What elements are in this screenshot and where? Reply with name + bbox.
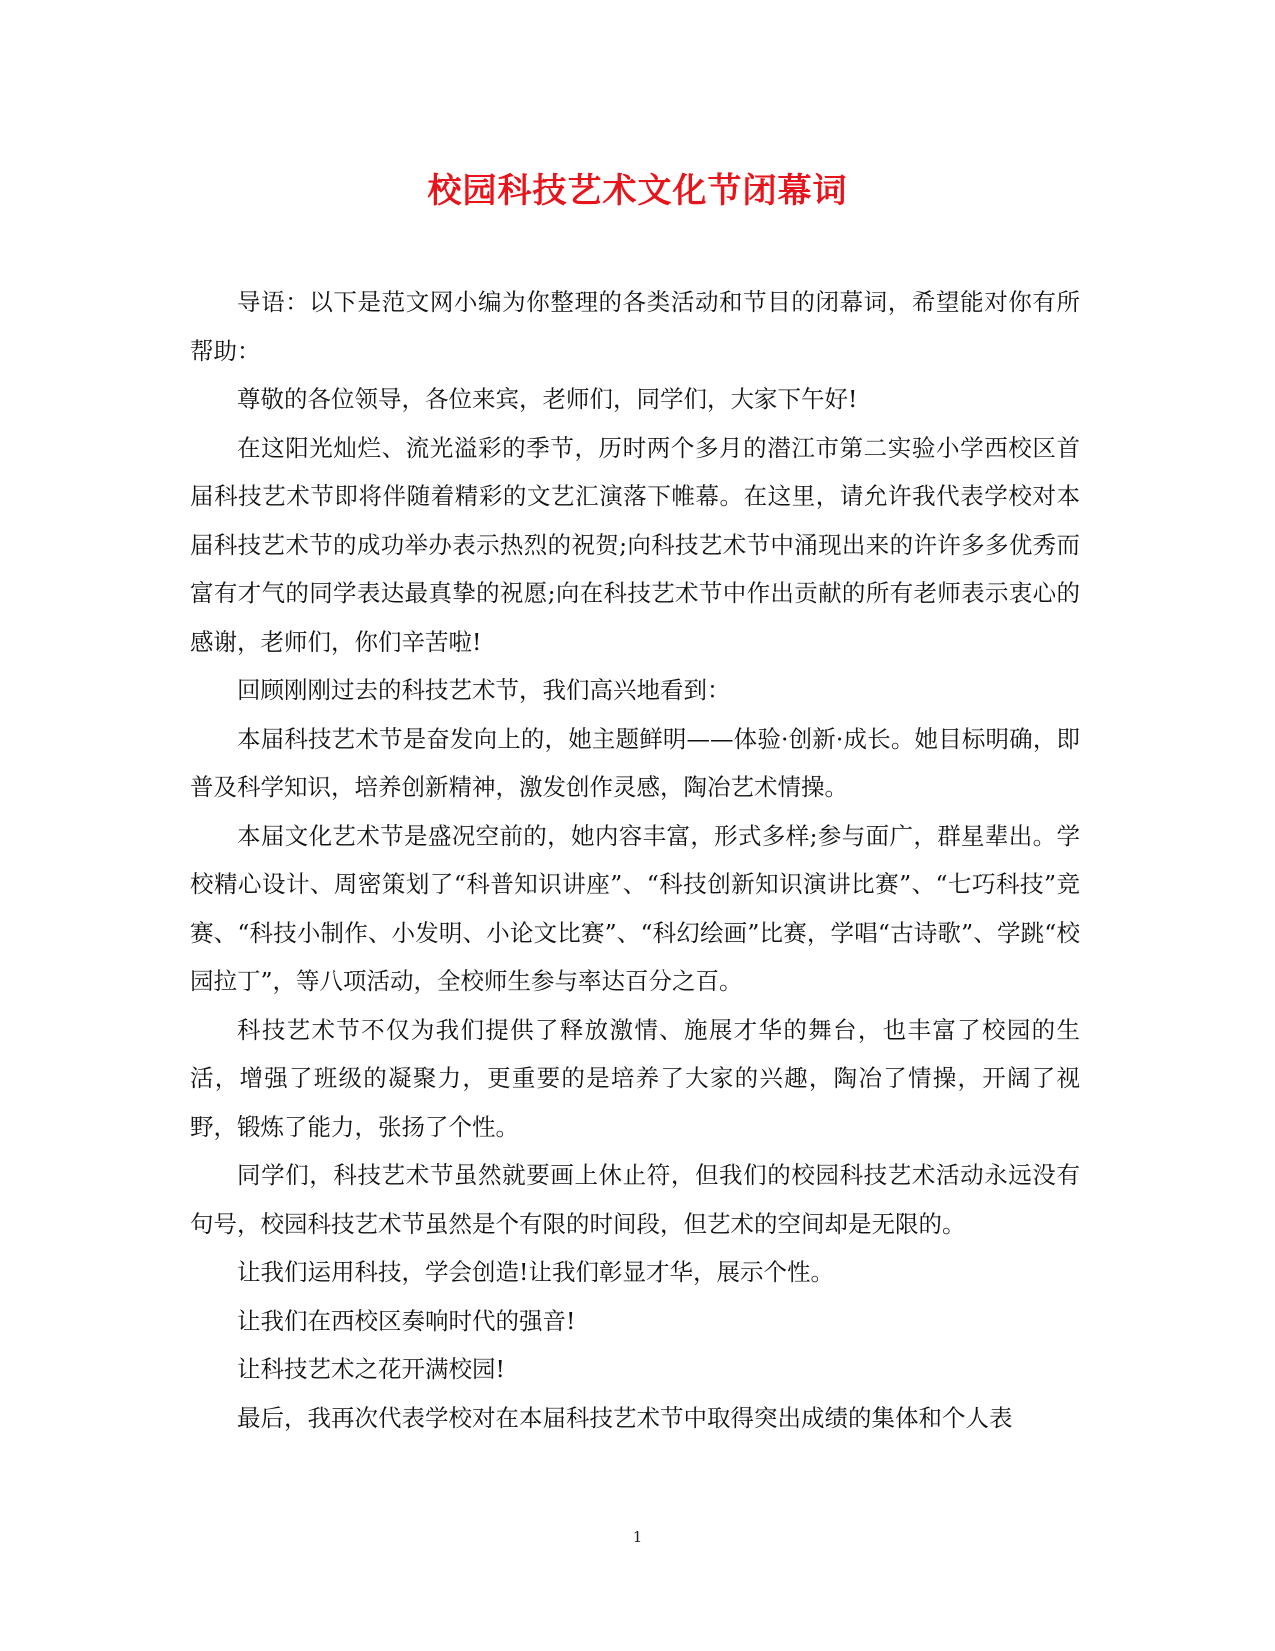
paragraph-slogan-2: 让我们在西校区奏响时代的强音! bbox=[237, 1306, 576, 1335]
document-body bbox=[190, 278, 1080, 1442]
paragraph-intro: 导语：以下是范文网小编为你整理的各类活动和节目的闭幕词，希望能对你有所帮助： bbox=[190, 288, 1080, 365]
paragraph-review: 回顾刚刚过去的科技艺术节，我们高兴地看到： bbox=[237, 676, 731, 704]
page-number: 1 bbox=[632, 1528, 643, 1546]
paragraph-slogan-3: 让科技艺术之花开满校园! bbox=[237, 1355, 505, 1383]
paragraph-slogan-1: 让我们运用科技，学会创造!让我们彰显才华，展示个性。 bbox=[237, 1258, 834, 1286]
paragraph-greeting: 尊敬的各位领导，各位来宾，老师们，同学们，大家下午好! bbox=[237, 385, 858, 413]
paragraph-benefits: 科技艺术节不仅为我们提供了释放激情、施展才华的舞台，也丰富了校园的生活，增强了班级的凝聚力，更重要的是培养了大家的兴趣，陶冶了情操，开阔了视野，锻炼了能力，张扬了个性。 bbox=[190, 1015, 1080, 1141]
paragraph-opening: 在这阳光灿烂、流光溢彩的季节，历时两个多月的潜江市第二实验小学西校区首届科技艺术节即将伴随着精彩的文艺汇演落下帷幕。在这里，请允许我代表学校对本届科技艺术节的成功举办表示热烈的祝贺;向科技艺术节中涌现出来的许许多多优秀而富有才气的同学表达最真挚的祝愿;向在科技艺术节中作出贡献的所有老师表示衷心的感谢，老师们，你们辛苦啦! bbox=[190, 433, 1080, 656]
paragraph-activities: 本届文化艺术节是盛况空前的，她内容丰富，形式多样;参与面广，群星辈出。学校精心设计、周密策划了“科普知识讲座”、“科技创新知识演讲比赛”、“七巧科技”竞赛、“科技小制作、小发明、小论文比赛”、“科幻绘画”比赛，学唱“古诗歌”、学跳“校园拉丁”，等八项活动，全校师生参与率达百分之百。 bbox=[190, 821, 1080, 995]
paragraph-closing: 最后，我再次代表学校对在本届科技艺术节中取得突出成绩的集体和个人表 bbox=[237, 1403, 1013, 1432]
page-title: 校园科技艺术文化节闭幕词 bbox=[427, 171, 848, 211]
paragraph-theme: 本届科技艺术节是奋发向上的，她主题鲜明——体验·创新·成长。她目标明确，即普及科学知识，培养创新精神，激发创作灵感，陶冶艺术情操。 bbox=[190, 724, 1080, 801]
paragraph-students: 同学们，科技艺术节虽然就要画上休止符，但我们的校园科技艺术活动永远没有句号，校园科技艺术节虽然是个有限的时间段，但艺术的空间却是无限的。 bbox=[190, 1161, 1080, 1238]
